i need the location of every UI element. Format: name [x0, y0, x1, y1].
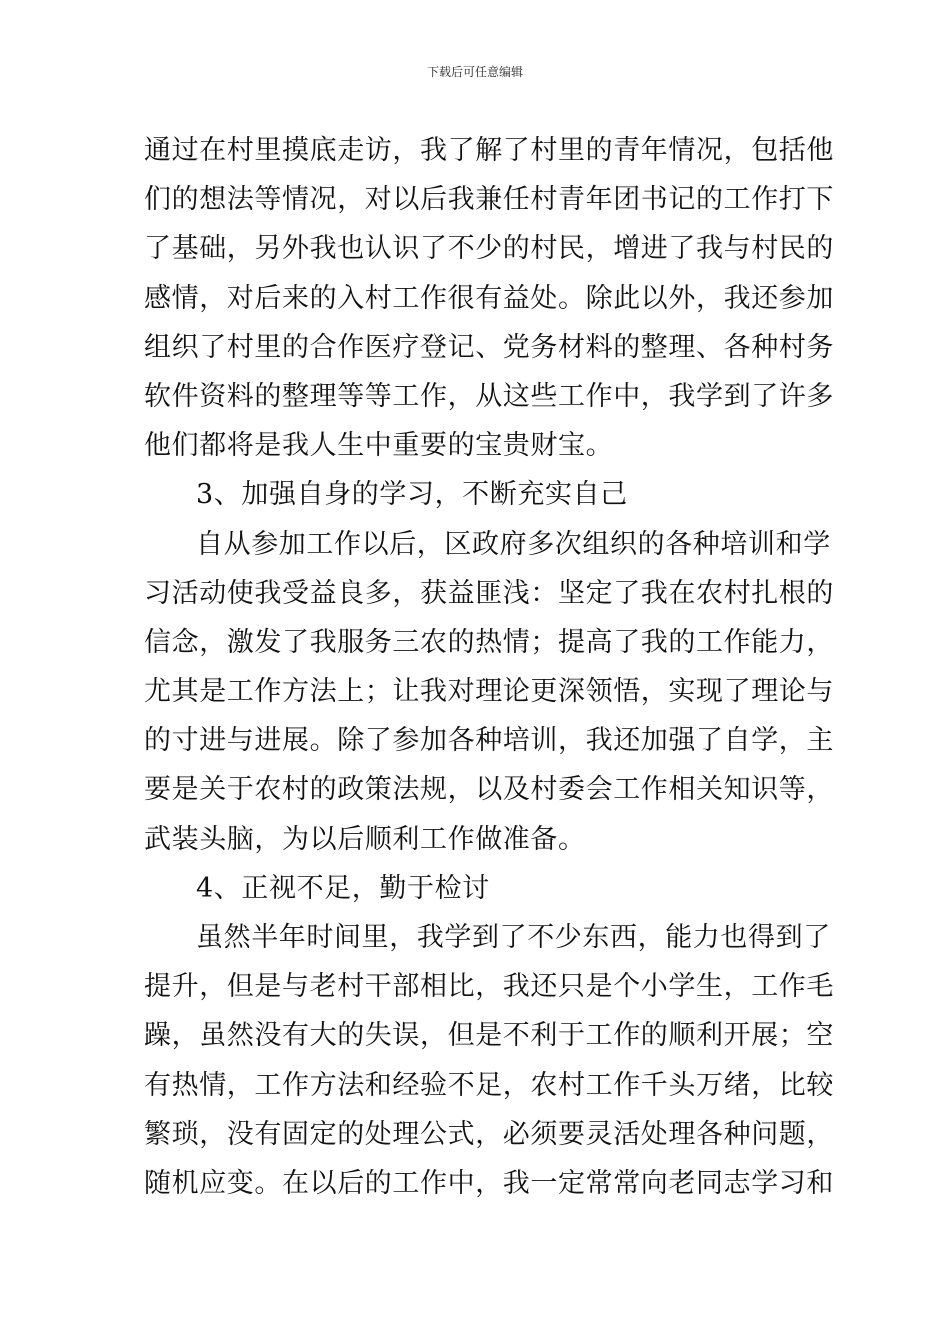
document-body: [144, 126, 834, 1208]
text-line: 他们都将是我人生中重要的宝贵财宝。: [144, 430, 614, 462]
text-line: 随机应变。在以后的工作中，我一定常常向老同志学习和: [144, 1167, 834, 1199]
text-line: 感情，对后来的入村工作很有益处。除此以外，我还参加: [144, 282, 834, 314]
page-header: 下载后可任意编辑: [426, 65, 523, 79]
text-line: 尤其是工作方法上；让我对理论更深领悟，实现了理论与: [144, 676, 834, 708]
text-line: 繁琐，没有固定的处理公式，必须要灵活处理各种问题，: [144, 1118, 834, 1150]
text-line: 信念，激发了我服务三农的热情；提高了我的工作能力，: [144, 626, 834, 658]
text-line: 自从参加工作以后，区政府多次组织的各种培训和学: [196, 528, 831, 560]
text-line: 有热情，工作方法和经验不足，农村工作千头万绪，比较: [144, 1069, 834, 1101]
text-line: 组织了村里的合作医疗登记、党务材料的整理、各种村务: [144, 331, 834, 363]
text-line: 虽然半年时间里，我学到了不少东西，能力也得到了: [196, 922, 831, 953]
text-line: 武装头脑，为以后顺利工作做准备。: [144, 823, 586, 855]
text-line: 要是关于农村的政策法规，以及村委会工作相关知识等，: [144, 774, 834, 806]
text-line: 躁，虽然没有大的失误，但是不利于工作的顺利开展；空: [144, 1020, 834, 1052]
text-line: 3、加强自身的学习，不断充实自己: [196, 479, 628, 511]
text-line: 们的想法等情况，对以后我兼任村青年团书记的工作打下: [144, 184, 834, 216]
text-line: 提升，但是与老村干部相比，我还只是个小学生，工作毛: [144, 971, 834, 1003]
text-line: 通过在村里摸底走访，我了解了村里的青年情况，包括他: [144, 135, 834, 166]
text-line: 习活动使我受益良多，获益匪浅：坚定了我在农村扎根的: [144, 577, 834, 609]
text-line: 4、正视不足，勤于检讨: [196, 872, 490, 904]
text-line: 软件资料的整理等等工作，从这些工作中，我学到了许多: [144, 380, 834, 412]
text-line: 的寸进与进展。除了参加各种培训，我还加强了自学，主: [144, 725, 834, 757]
text-line: 了基础，另外我也认识了不少的村民，增进了我与村民的: [144, 233, 834, 265]
